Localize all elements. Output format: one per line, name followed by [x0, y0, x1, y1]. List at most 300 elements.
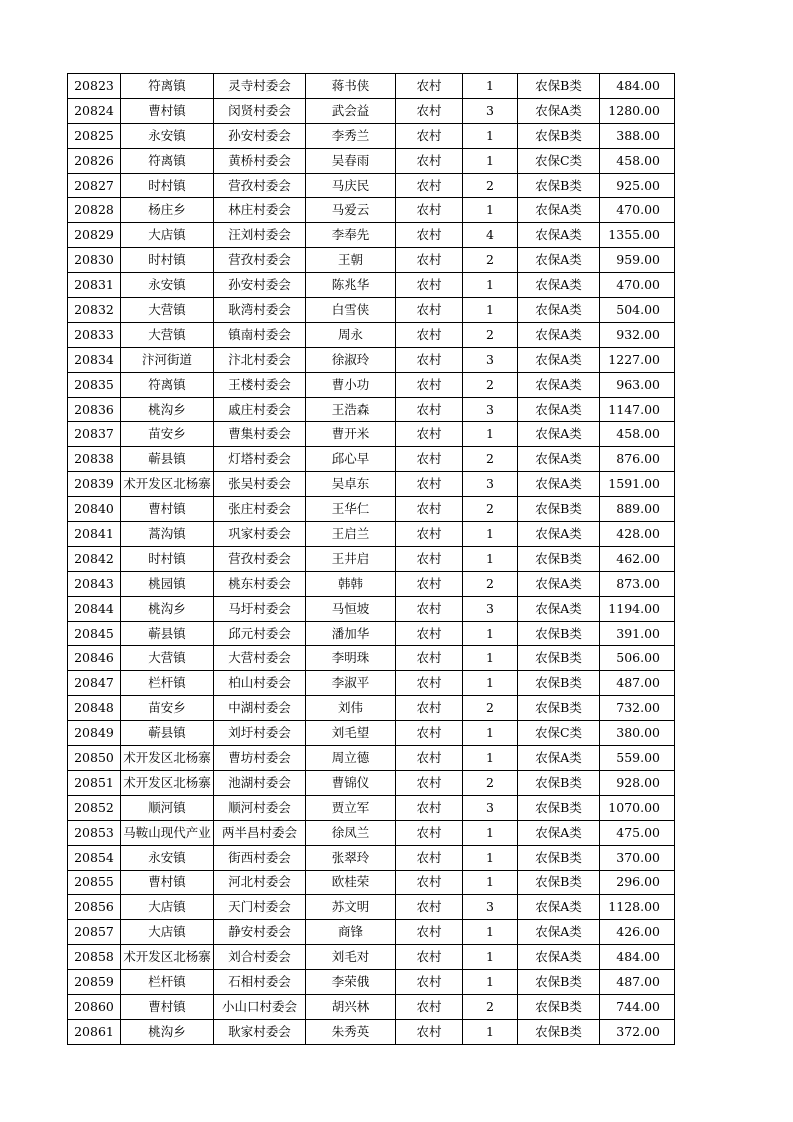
town-cell: 大店镇: [121, 895, 214, 920]
town-cell: 永安镇: [121, 845, 214, 870]
town-cell: 蒿沟镇: [121, 522, 214, 547]
household-count-cell: 3: [463, 347, 518, 372]
record-id-cell: 20827: [68, 173, 121, 198]
village-committee-cell: 孙安村委会: [214, 123, 306, 148]
record-id-cell: 20847: [68, 671, 121, 696]
person-name-cell: 李淑平: [306, 671, 396, 696]
town-cell: 蕲县镇: [121, 447, 214, 472]
person-name-cell: 韩韩: [306, 571, 396, 596]
area-type-cell: 农村: [396, 596, 463, 621]
insurance-category-cell: 农保B类: [518, 646, 600, 671]
insurance-category-cell: 农保A类: [518, 347, 600, 372]
town-cell: 曹村镇: [121, 497, 214, 522]
insurance-category-cell: 农保B类: [518, 671, 600, 696]
table-row: [68, 148, 675, 173]
area-type-cell: 农村: [396, 98, 463, 123]
record-id-cell: 20848: [68, 696, 121, 721]
town-cell: 大店镇: [121, 223, 214, 248]
person-name-cell: 欧桂荣: [306, 870, 396, 895]
table-row: [68, 422, 675, 447]
area-type-cell: 农村: [396, 895, 463, 920]
village-committee-cell: 石相村委会: [214, 970, 306, 995]
record-id-cell: 20845: [68, 621, 121, 646]
amount-cell: 1128.00: [600, 895, 675, 920]
insurance-category-cell: 农保A类: [518, 98, 600, 123]
area-type-cell: 农村: [396, 347, 463, 372]
village-committee-cell: 刘合村委会: [214, 945, 306, 970]
table-row: [68, 571, 675, 596]
town-cell: 桃园镇: [121, 571, 214, 596]
person-name-cell: 徐淑玲: [306, 347, 396, 372]
insurance-category-cell: 农保A类: [518, 248, 600, 273]
area-type-cell: 农村: [396, 223, 463, 248]
insurance-category-cell: 农保A类: [518, 273, 600, 298]
town-cell: 栏杆镇: [121, 970, 214, 995]
insurance-category-cell: 农保A类: [518, 522, 600, 547]
town-cell: 桃沟乡: [121, 397, 214, 422]
record-id-cell: 20839: [68, 472, 121, 497]
person-name-cell: 潘加华: [306, 621, 396, 646]
insurance-category-cell: 农保B类: [518, 870, 600, 895]
village-committee-cell: 池湖村委会: [214, 770, 306, 795]
insurance-category-cell: 农保A类: [518, 945, 600, 970]
village-committee-cell: 汴北村委会: [214, 347, 306, 372]
person-name-cell: 吴春雨: [306, 148, 396, 173]
person-name-cell: 张翠玲: [306, 845, 396, 870]
amount-cell: 487.00: [600, 970, 675, 995]
area-type-cell: 农村: [396, 148, 463, 173]
person-name-cell: 王启兰: [306, 522, 396, 547]
area-type-cell: 农村: [396, 273, 463, 298]
amount-cell: 504.00: [600, 298, 675, 323]
insurance-category-cell: 农保B类: [518, 994, 600, 1019]
amount-cell: 732.00: [600, 696, 675, 721]
area-type-cell: 农村: [396, 1019, 463, 1044]
amount-cell: 932.00: [600, 322, 675, 347]
area-type-cell: 农村: [396, 447, 463, 472]
record-id-cell: 20856: [68, 895, 121, 920]
town-cell: 栏杆镇: [121, 671, 214, 696]
record-id-cell: 20824: [68, 98, 121, 123]
person-name-cell: 吴卓东: [306, 472, 396, 497]
town-cell: 大店镇: [121, 920, 214, 945]
person-name-cell: 刘伟: [306, 696, 396, 721]
town-cell: 汴河街道: [121, 347, 214, 372]
table-row: [68, 845, 675, 870]
person-name-cell: 曹开米: [306, 422, 396, 447]
town-cell: 时村镇: [121, 546, 214, 571]
insurance-category-cell: 农保A类: [518, 895, 600, 920]
town-cell: 曹村镇: [121, 870, 214, 895]
area-type-cell: 农村: [396, 322, 463, 347]
area-type-cell: 农村: [396, 970, 463, 995]
area-type-cell: 农村: [396, 920, 463, 945]
area-type-cell: 农村: [396, 546, 463, 571]
person-name-cell: 王井启: [306, 546, 396, 571]
household-count-cell: 1: [463, 123, 518, 148]
record-id-cell: 20823: [68, 74, 121, 99]
record-id-cell: 20825: [68, 123, 121, 148]
village-committee-cell: 曹坊村委会: [214, 746, 306, 771]
amount-cell: 1070.00: [600, 795, 675, 820]
area-type-cell: 农村: [396, 721, 463, 746]
amount-cell: 559.00: [600, 746, 675, 771]
amount-cell: 487.00: [600, 671, 675, 696]
amount-cell: 889.00: [600, 497, 675, 522]
record-id-cell: 20849: [68, 721, 121, 746]
amount-cell: 428.00: [600, 522, 675, 547]
amount-cell: 1227.00: [600, 347, 675, 372]
record-id-cell: 20860: [68, 994, 121, 1019]
area-type-cell: 农村: [396, 497, 463, 522]
town-cell: 蕲县镇: [121, 621, 214, 646]
household-count-cell: 3: [463, 596, 518, 621]
amount-cell: 928.00: [600, 770, 675, 795]
household-count-cell: 1: [463, 546, 518, 571]
village-committee-cell: 曹集村委会: [214, 422, 306, 447]
village-committee-cell: 巩家村委会: [214, 522, 306, 547]
table-row: [68, 273, 675, 298]
village-committee-cell: 孙安村委会: [214, 273, 306, 298]
area-type-cell: 农村: [396, 472, 463, 497]
insurance-category-cell: 农保A类: [518, 298, 600, 323]
person-name-cell: 周立德: [306, 746, 396, 771]
household-count-cell: 1: [463, 820, 518, 845]
village-committee-cell: 林庄村委会: [214, 198, 306, 223]
record-id-cell: 20846: [68, 646, 121, 671]
household-count-cell: 1: [463, 870, 518, 895]
town-cell: 时村镇: [121, 248, 214, 273]
table-row: [68, 522, 675, 547]
household-count-cell: 2: [463, 994, 518, 1019]
insurance-category-cell: 农保B类: [518, 621, 600, 646]
person-name-cell: 朱秀英: [306, 1019, 396, 1044]
village-committee-cell: 马圩村委会: [214, 596, 306, 621]
insurance-category-cell: 农保A类: [518, 447, 600, 472]
town-cell: 苗安乡: [121, 422, 214, 447]
record-id-cell: 20850: [68, 746, 121, 771]
insurance-category-cell: 农保B类: [518, 696, 600, 721]
table-row: [68, 322, 675, 347]
table-row: [68, 198, 675, 223]
insurance-category-cell: 农保A类: [518, 322, 600, 347]
table-row: [68, 895, 675, 920]
amount-cell: 1147.00: [600, 397, 675, 422]
household-count-cell: 1: [463, 273, 518, 298]
village-committee-cell: 静安村委会: [214, 920, 306, 945]
insurance-category-cell: 农保B类: [518, 173, 600, 198]
village-committee-cell: 邱元村委会: [214, 621, 306, 646]
village-committee-cell: 柏山村委会: [214, 671, 306, 696]
record-id-cell: 20840: [68, 497, 121, 522]
village-committee-cell: 耿家村委会: [214, 1019, 306, 1044]
record-id-cell: 20831: [68, 273, 121, 298]
amount-cell: 470.00: [600, 273, 675, 298]
table-body: [68, 74, 675, 1045]
record-id-cell: 20853: [68, 820, 121, 845]
person-name-cell: 徐凤兰: [306, 820, 396, 845]
person-name-cell: 周永: [306, 322, 396, 347]
village-committee-cell: 街西村委会: [214, 845, 306, 870]
record-id-cell: 20826: [68, 148, 121, 173]
person-name-cell: 王华仁: [306, 497, 396, 522]
town-cell: 永安镇: [121, 123, 214, 148]
village-committee-cell: 黄桥村委会: [214, 148, 306, 173]
area-type-cell: 农村: [396, 646, 463, 671]
village-committee-cell: 王楼村委会: [214, 372, 306, 397]
village-committee-cell: 中湖村委会: [214, 696, 306, 721]
town-cell: 术开发区北杨寨: [121, 770, 214, 795]
town-cell: 时村镇: [121, 173, 214, 198]
insurance-category-cell: 农保B类: [518, 1019, 600, 1044]
person-name-cell: 胡兴林: [306, 994, 396, 1019]
table-row: [68, 397, 675, 422]
record-id-cell: 20852: [68, 795, 121, 820]
person-name-cell: 李奉先: [306, 223, 396, 248]
table-row: [68, 770, 675, 795]
table-row: [68, 298, 675, 323]
person-name-cell: 马爱云: [306, 198, 396, 223]
town-cell: 顺河镇: [121, 795, 214, 820]
amount-cell: 458.00: [600, 422, 675, 447]
insurance-category-cell: 农保A类: [518, 223, 600, 248]
town-cell: 符离镇: [121, 148, 214, 173]
insurance-category-cell: 农保B类: [518, 970, 600, 995]
amount-cell: 484.00: [600, 945, 675, 970]
person-name-cell: 曹锦仪: [306, 770, 396, 795]
amount-cell: 475.00: [600, 820, 675, 845]
person-name-cell: 王朝: [306, 248, 396, 273]
record-id-cell: 20855: [68, 870, 121, 895]
insurance-category-cell: 农保B类: [518, 845, 600, 870]
record-id-cell: 20830: [68, 248, 121, 273]
household-count-cell: 2: [463, 447, 518, 472]
town-cell: 大营镇: [121, 298, 214, 323]
village-committee-cell: 灵寺村委会: [214, 74, 306, 99]
table-row: [68, 74, 675, 99]
household-count-cell: 1: [463, 970, 518, 995]
table-row: [68, 596, 675, 621]
village-committee-cell: 营孜村委会: [214, 248, 306, 273]
record-id-cell: 20843: [68, 571, 121, 596]
household-count-cell: 2: [463, 248, 518, 273]
amount-cell: 380.00: [600, 721, 675, 746]
area-type-cell: 农村: [396, 298, 463, 323]
area-type-cell: 农村: [396, 696, 463, 721]
table-row: [68, 671, 675, 696]
area-type-cell: 农村: [396, 770, 463, 795]
village-committee-cell: 刘圩村委会: [214, 721, 306, 746]
table-row: [68, 472, 675, 497]
area-type-cell: 农村: [396, 795, 463, 820]
table-row: [68, 546, 675, 571]
household-count-cell: 1: [463, 746, 518, 771]
insurance-category-cell: 农保A类: [518, 920, 600, 945]
insurance-category-cell: 农保A类: [518, 397, 600, 422]
area-type-cell: 农村: [396, 746, 463, 771]
town-cell: 桃沟乡: [121, 596, 214, 621]
household-count-cell: 3: [463, 795, 518, 820]
insurance-category-cell: 农保B类: [518, 497, 600, 522]
village-committee-cell: 汪刘村委会: [214, 223, 306, 248]
table-row: [68, 248, 675, 273]
amount-cell: 959.00: [600, 248, 675, 273]
village-committee-cell: 闵贤村委会: [214, 98, 306, 123]
table-row: [68, 646, 675, 671]
town-cell: 术开发区北杨寨: [121, 746, 214, 771]
household-count-cell: 4: [463, 223, 518, 248]
insurance-category-cell: 农保B类: [518, 546, 600, 571]
area-type-cell: 农村: [396, 422, 463, 447]
insurance-category-cell: 农保B类: [518, 74, 600, 99]
household-count-cell: 1: [463, 945, 518, 970]
village-committee-cell: 桃东村委会: [214, 571, 306, 596]
record-id-cell: 20828: [68, 198, 121, 223]
household-count-cell: 2: [463, 372, 518, 397]
record-id-cell: 20861: [68, 1019, 121, 1044]
table-row: [68, 123, 675, 148]
area-type-cell: 农村: [396, 870, 463, 895]
amount-cell: 458.00: [600, 148, 675, 173]
household-count-cell: 2: [463, 497, 518, 522]
amount-cell: 484.00: [600, 74, 675, 99]
table-row: [68, 447, 675, 472]
household-count-cell: 3: [463, 397, 518, 422]
record-id-cell: 20834: [68, 347, 121, 372]
person-name-cell: 苏文明: [306, 895, 396, 920]
household-count-cell: 1: [463, 522, 518, 547]
household-count-cell: 3: [463, 98, 518, 123]
person-name-cell: 曹小功: [306, 372, 396, 397]
town-cell: 马鞍山现代产业: [121, 820, 214, 845]
area-type-cell: 农村: [396, 248, 463, 273]
record-id-cell: 20833: [68, 322, 121, 347]
area-type-cell: 农村: [396, 820, 463, 845]
amount-cell: 391.00: [600, 621, 675, 646]
person-name-cell: 商锋: [306, 920, 396, 945]
village-committee-cell: 顺河村委会: [214, 795, 306, 820]
area-type-cell: 农村: [396, 621, 463, 646]
amount-cell: 1280.00: [600, 98, 675, 123]
person-name-cell: 陈兆华: [306, 273, 396, 298]
village-committee-cell: 营孜村委会: [214, 173, 306, 198]
table-row: [68, 920, 675, 945]
amount-cell: 370.00: [600, 845, 675, 870]
insurance-category-cell: 农保A类: [518, 596, 600, 621]
household-count-cell: 3: [463, 895, 518, 920]
amount-cell: 873.00: [600, 571, 675, 596]
household-count-cell: 1: [463, 721, 518, 746]
area-type-cell: 农村: [396, 198, 463, 223]
insurance-category-cell: 农保A类: [518, 372, 600, 397]
record-id-cell: 20858: [68, 945, 121, 970]
person-name-cell: 贾立军: [306, 795, 396, 820]
town-cell: 永安镇: [121, 273, 214, 298]
record-id-cell: 20837: [68, 422, 121, 447]
area-type-cell: 农村: [396, 173, 463, 198]
table-row: [68, 970, 675, 995]
person-name-cell: 马恒坡: [306, 596, 396, 621]
record-id-cell: 20857: [68, 920, 121, 945]
town-cell: 符离镇: [121, 74, 214, 99]
record-id-cell: 20832: [68, 298, 121, 323]
amount-cell: 388.00: [600, 123, 675, 148]
household-count-cell: 1: [463, 845, 518, 870]
area-type-cell: 农村: [396, 522, 463, 547]
table-row: [68, 173, 675, 198]
town-cell: 曹村镇: [121, 98, 214, 123]
town-cell: 术开发区北杨寨: [121, 945, 214, 970]
village-committee-cell: 营孜村委会: [214, 546, 306, 571]
record-id-cell: 20835: [68, 372, 121, 397]
insurance-category-cell: 农保B类: [518, 770, 600, 795]
person-name-cell: 王浩森: [306, 397, 396, 422]
table-row: [68, 746, 675, 771]
town-cell: 蕲县镇: [121, 721, 214, 746]
record-id-cell: 20859: [68, 970, 121, 995]
town-cell: 杨庄乡: [121, 198, 214, 223]
town-cell: 苗安乡: [121, 696, 214, 721]
person-name-cell: 邱心早: [306, 447, 396, 472]
household-count-cell: 2: [463, 322, 518, 347]
insurance-category-cell: 农保C类: [518, 721, 600, 746]
insurance-category-cell: 农保B类: [518, 123, 600, 148]
household-count-cell: 1: [463, 198, 518, 223]
area-type-cell: 农村: [396, 74, 463, 99]
table-row: [68, 223, 675, 248]
amount-cell: 876.00: [600, 447, 675, 472]
town-cell: 术开发区北杨寨: [121, 472, 214, 497]
household-count-cell: 2: [463, 571, 518, 596]
amount-cell: 426.00: [600, 920, 675, 945]
area-type-cell: 农村: [396, 994, 463, 1019]
household-count-cell: 1: [463, 621, 518, 646]
person-name-cell: 武会益: [306, 98, 396, 123]
area-type-cell: 农村: [396, 845, 463, 870]
village-committee-cell: 张庄村委会: [214, 497, 306, 522]
village-committee-cell: 镇南村委会: [214, 322, 306, 347]
record-id-cell: 20851: [68, 770, 121, 795]
household-count-cell: 1: [463, 920, 518, 945]
person-name-cell: 李秀兰: [306, 123, 396, 148]
town-cell: 桃沟乡: [121, 1019, 214, 1044]
table-row: [68, 721, 675, 746]
insurance-category-cell: 农保A类: [518, 198, 600, 223]
table-row: [68, 945, 675, 970]
record-id-cell: 20842: [68, 546, 121, 571]
area-type-cell: 农村: [396, 571, 463, 596]
table-row: [68, 347, 675, 372]
table-row: [68, 820, 675, 845]
town-cell: 大营镇: [121, 646, 214, 671]
record-id-cell: 20836: [68, 397, 121, 422]
insurance-category-cell: 农保C类: [518, 148, 600, 173]
table-row: [68, 497, 675, 522]
record-id-cell: 20854: [68, 845, 121, 870]
table-row: [68, 621, 675, 646]
household-count-cell: 1: [463, 671, 518, 696]
household-count-cell: 2: [463, 696, 518, 721]
person-name-cell: 刘毛对: [306, 945, 396, 970]
amount-cell: 1591.00: [600, 472, 675, 497]
person-name-cell: 白雪侠: [306, 298, 396, 323]
village-committee-cell: 灯塔村委会: [214, 447, 306, 472]
village-committee-cell: 两半昌村委会: [214, 820, 306, 845]
record-id-cell: 20841: [68, 522, 121, 547]
area-type-cell: 农村: [396, 372, 463, 397]
amount-cell: 963.00: [600, 372, 675, 397]
amount-cell: 506.00: [600, 646, 675, 671]
